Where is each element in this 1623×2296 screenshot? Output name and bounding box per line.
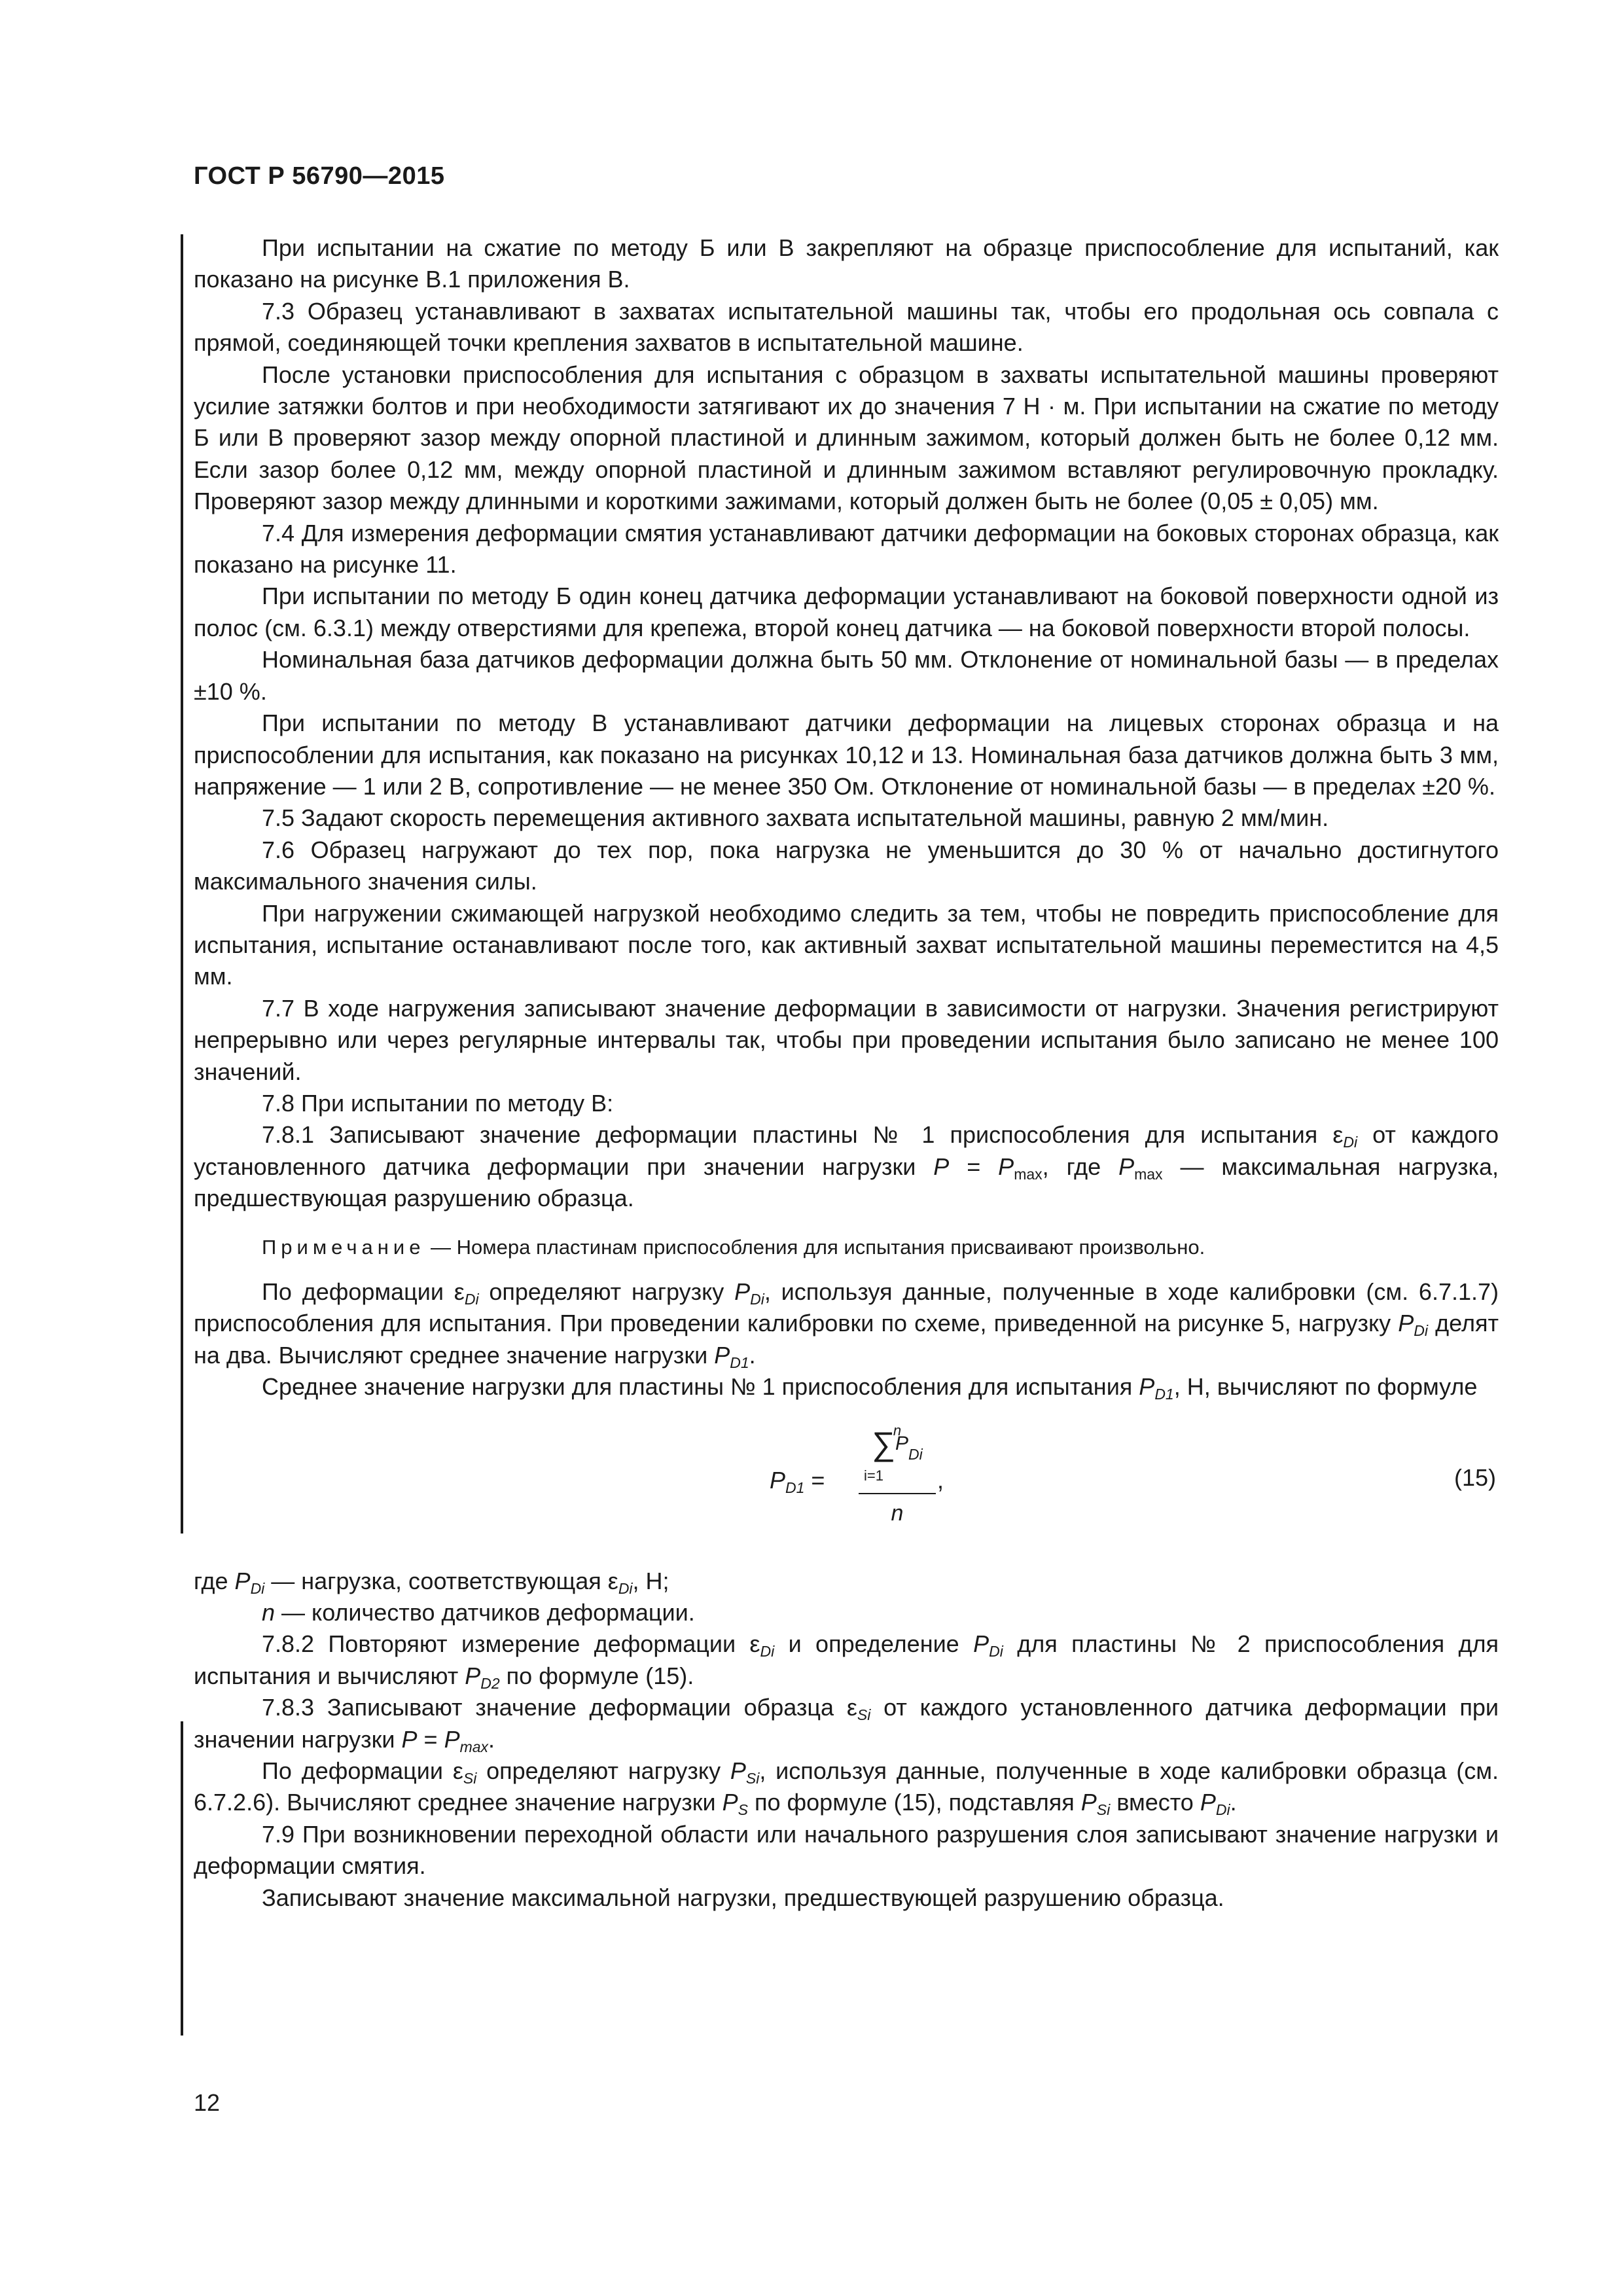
- paragraph: При испытании по методу В устанавливают датчики деформации на лицевых сторонах образца и на приспособлении для испытания, как показано на рисунках 10,12 и 13. Номинальная база датчиков должна быть 3 мм, напряжение — 1 или 2 В, сопротивление — не менее 350 Ом. Отклонение от номинальной базы — в пределах ±20 %.: [194, 709, 1499, 800]
- formula-number: (15): [1454, 1463, 1496, 1491]
- revision-bar: [181, 234, 183, 1534]
- paragraph: 7.3 Образец устанавливают в захватах испытательной машины так, чтобы его продольная ось совпала с прямой, соединяющей точки крепления захватов в испытательной машине.: [194, 297, 1499, 357]
- paragraph: 7.9 При возникновении переходной области или начального разрушения слоя записывают значение нагрузки и деформации смятия.: [194, 1820, 1499, 1880]
- paragraph: 7.7 В ходе нагружения записывают значение деформации в зависимости от нагрузки. Значения регистрируют непрерывно или через регулярные интервалы так, чтобы при проведении испытания было записано не менее 100 значений.: [194, 994, 1499, 1085]
- paragraph: 7.8.2 Повторяют измерение деформации $\varepsilon_{Di}$ и определение $P_{Di}$ для пластины № 2 приспособления для испытания и вычисляют $P_{D2}$ по формуле (15).: [194, 1630, 1499, 1692]
- paragraph: 7.4 Для измерения деформации смятия устанавливают датчики деформации на боковых сторонах образца, как показано на рисунке 11.: [194, 519, 1499, 579]
- paragraph: Записывают значение максимальной нагрузки, предшествующей разрушению образца.: [262, 1884, 1224, 1911]
- paragraph: 7.8 При испытании по методу В:: [262, 1089, 614, 1117]
- paragraph: Среднее значение нагрузки для пластины № 1 приспособления для испытания $P_{D1}$, Н, вычисляют по формуле: [262, 1373, 1478, 1403]
- formula-legend: [194, 1566, 1499, 1629]
- sum-symbol: ∑: [872, 1425, 895, 1462]
- formula-15: $P_{D1}$ = n ∑$^P_{Di}$ i=1 n , (15): [194, 1415, 1499, 1566]
- document-body: [194, 232, 1499, 1914]
- paragraph: При испытании на сжатие по методу Б или В закрепляют на образце приспособление для испытаний, как показано на рисунке В.1 приложения В.: [194, 234, 1499, 293]
- legend-item: n — количество датчиков деформации.: [262, 1599, 695, 1626]
- revision-bar: [181, 1721, 183, 2036]
- fraction-line: [859, 1493, 936, 1494]
- paragraph: 7.5 Задают скорость перемещения активного захвата испытательной машины, равную 2 мм/мин.: [262, 804, 1329, 832]
- note-label: Примечание: [262, 1235, 425, 1259]
- page-number: 12: [194, 2089, 221, 2116]
- paragraph: 7.8.1 Записывают значение деформации пластины № 1 приспособления для испытания $\varepsilon_{Di}$ от каждого установленного датчика деформации при значении нагрузки $P = P_{max}$, где $P_{max}$ — максимальная нагрузка, предшествующая разрушению образца.: [194, 1121, 1499, 1212]
- formula-fraction: n ∑$^P_{Di}$ i=1 n: [859, 1415, 936, 1530]
- paragraph: Номинальная база датчиков деформации должна быть 50 мм. Отклонение от номинальной базы — в пределах ±10 %.: [194, 646, 1499, 705]
- paragraph: По деформации $\varepsilon_{Di}$ определяют нагрузку $P_{Di}$, используя данные, полученные в ходе калибровки (см. 6.7.1.7) приспособления для испытания. При проведении калибровки по схеме, приведенной на рисунке 5, нагрузку $P_{Di}$ делят на два. Вычисляют среднее значение нагрузки $P_{D1}$.: [194, 1278, 1499, 1371]
- note: [194, 1232, 1499, 1263]
- paragraph: 7.6 Образец нагружают до тех пор, пока нагрузка не уменьшится до 30 % от начально достигнутого максимального значения силы.: [194, 836, 1499, 895]
- legend-item: где $P_{Di}$ — нагрузка, соответствующая $\varepsilon_{Di}$, Н;: [194, 1567, 669, 1597]
- formula-lhs: $P_{D1}$ =: [770, 1466, 825, 1496]
- note-text: — Номера пластинам приспособления для испытания присваивают произвольно.: [425, 1235, 1205, 1259]
- paragraph: 7.8.3 Записывают значение деформации образца $\varepsilon_{Si}$ от каждого установленного датчика деформации при значении нагрузки $P = P_{max}$.: [194, 1694, 1499, 1755]
- document-header: ГОСТ Р 56790—2015: [194, 162, 445, 190]
- paragraph: После установки приспособления для испытания с образцом в захваты испытательной машины проверяют усилие затяжки болтов и при необходимости затягивают их до значения 7 Н · м. При испытании на сжатие по методу Б или В проверяют зазор между опорной пластиной и длинным зажимом, который должен быть не более 0,12 мм. Если зазор более 0,12 мм, между опорной пластиной и длинным зажимом вставляют регулировочную прокладку. Проверяют зазор между длинными и короткими зажимами, который должен быть не более (0,05 ± 0,05) мм.: [194, 361, 1499, 515]
- paragraph: По деформации $\varepsilon_{Si}$ определяют нагрузку $P_{Si}$, используя данные, полученные в ходе калибровки образца (см. 6.7.2.6). Вычисляют среднее значение нагрузки $P_S$ по формуле (15), подставляя $P_{Si}$ вместо $P_{Di}$.: [194, 1757, 1499, 1819]
- paragraph: При нагружении сжимающей нагрузкой необходимо следить за тем, чтобы не повредить приспособление для испытания, испытание останавливают после того, как активный захват испытательной машины переместится на 4,5 мм.: [194, 899, 1499, 990]
- paragraph: При испытании по методу Б один конец датчика деформации устанавливают на боковой поверхности одной из полос (см. 6.3.1) между отверстиями для крепежа, второй конец датчика — на боковой поверхности второй полосы.: [194, 583, 1499, 641]
